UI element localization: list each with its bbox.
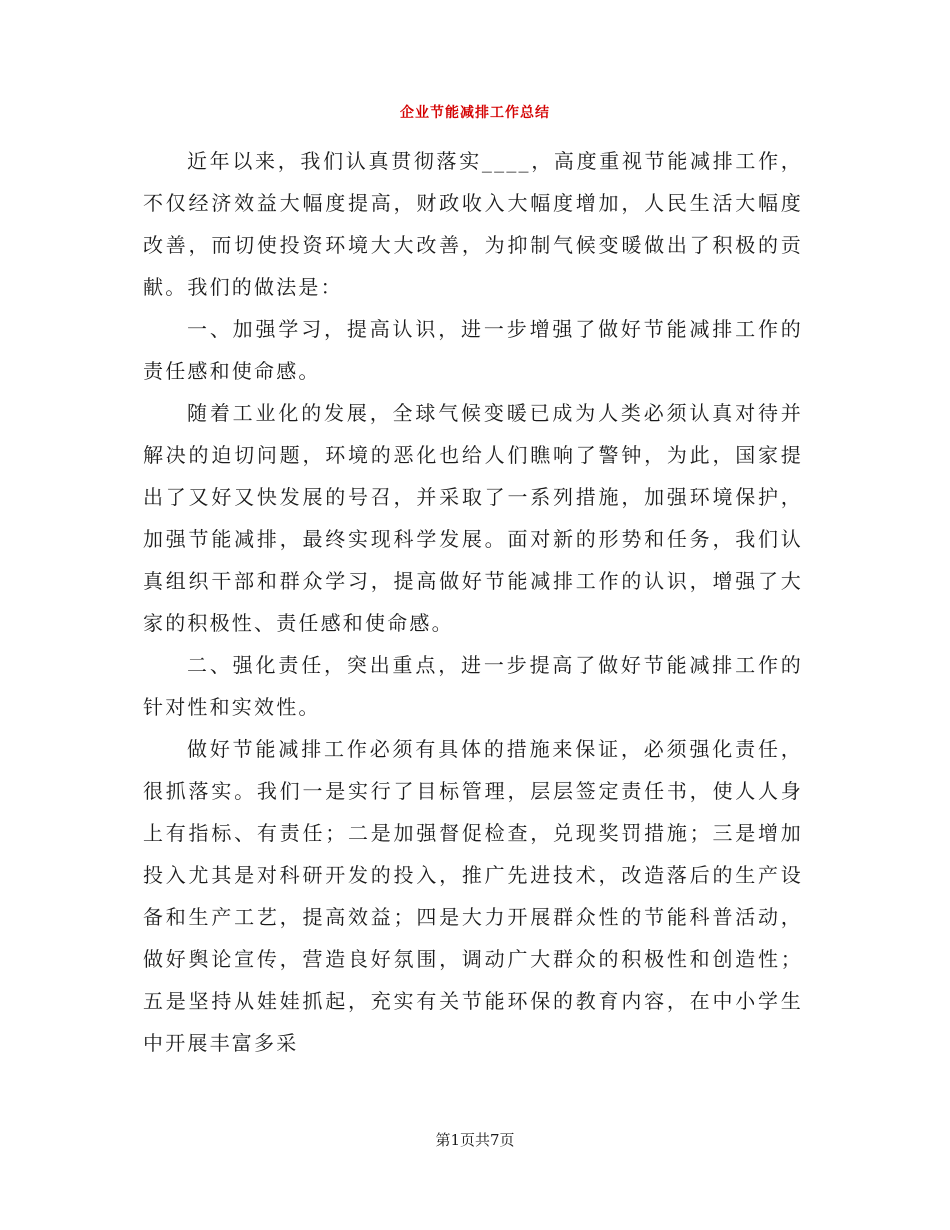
document-body (143, 140, 803, 1064)
paragraph-section-1-body: 随着工业化的发展，全球气候变暖已成为人类必须认真对待并解决的迫切问题，环境的恶化也给人们瞧响了警钟，为此，国家提出了又好又快发展的号召，并采取了一系列措施，加强环境保护，加强节能减排，最终实现科学发展。面对新的形势和任务，我们认真组织干部和群众学习，提高做好节能减排工作的认识，增强了大家的积极性、责任感和使命感。 (143, 401, 803, 635)
paragraph-section-2-body: 做好节能减排工作必须有具体的措施来保证，必须强化责任，很抓落实。我们一是实行了目标管理，层层签定责任书，使人人身上有指标、有责任；二是加强督促检查，兑现奖罚措施；三是增加投入尤其是对科研开发的投入，推广先进技术，改造落后的生产设备和生产工艺，提高效益；四是大力开展群众性的节能科普活动，做好舆论宣传，营造良好氛围，调动广大群众的积极性和创造性；五是坚持从娃娃抓起，充实有关节能环保的教育内容，在中小学生中开展丰富多采 (143, 737, 803, 1055)
document-title: 企业节能减排工作总结 (400, 105, 550, 121)
paragraph-section-1-heading: 一、加强学习，提高认识，进一步增强了做好节能减排工作的责任感和使命感。 (143, 317, 803, 383)
page-number-footer: 第1页共7页 (435, 1131, 515, 1149)
paragraph-intro: 近年以来，我们认真贯彻落实____，高度重视节能减排工作，不仅经济效益大幅度提高，财政收入大幅度增加，人民生活大幅度改善，而切使投资环境大大改善，为抑制气候变暖做出了积极的贡献。我们的做法是： (143, 149, 803, 299)
paragraph-section-2-heading: 二、强化责任，突出重点，进一步提高了做好节能减排工作的针对性和实效性。 (143, 653, 803, 719)
